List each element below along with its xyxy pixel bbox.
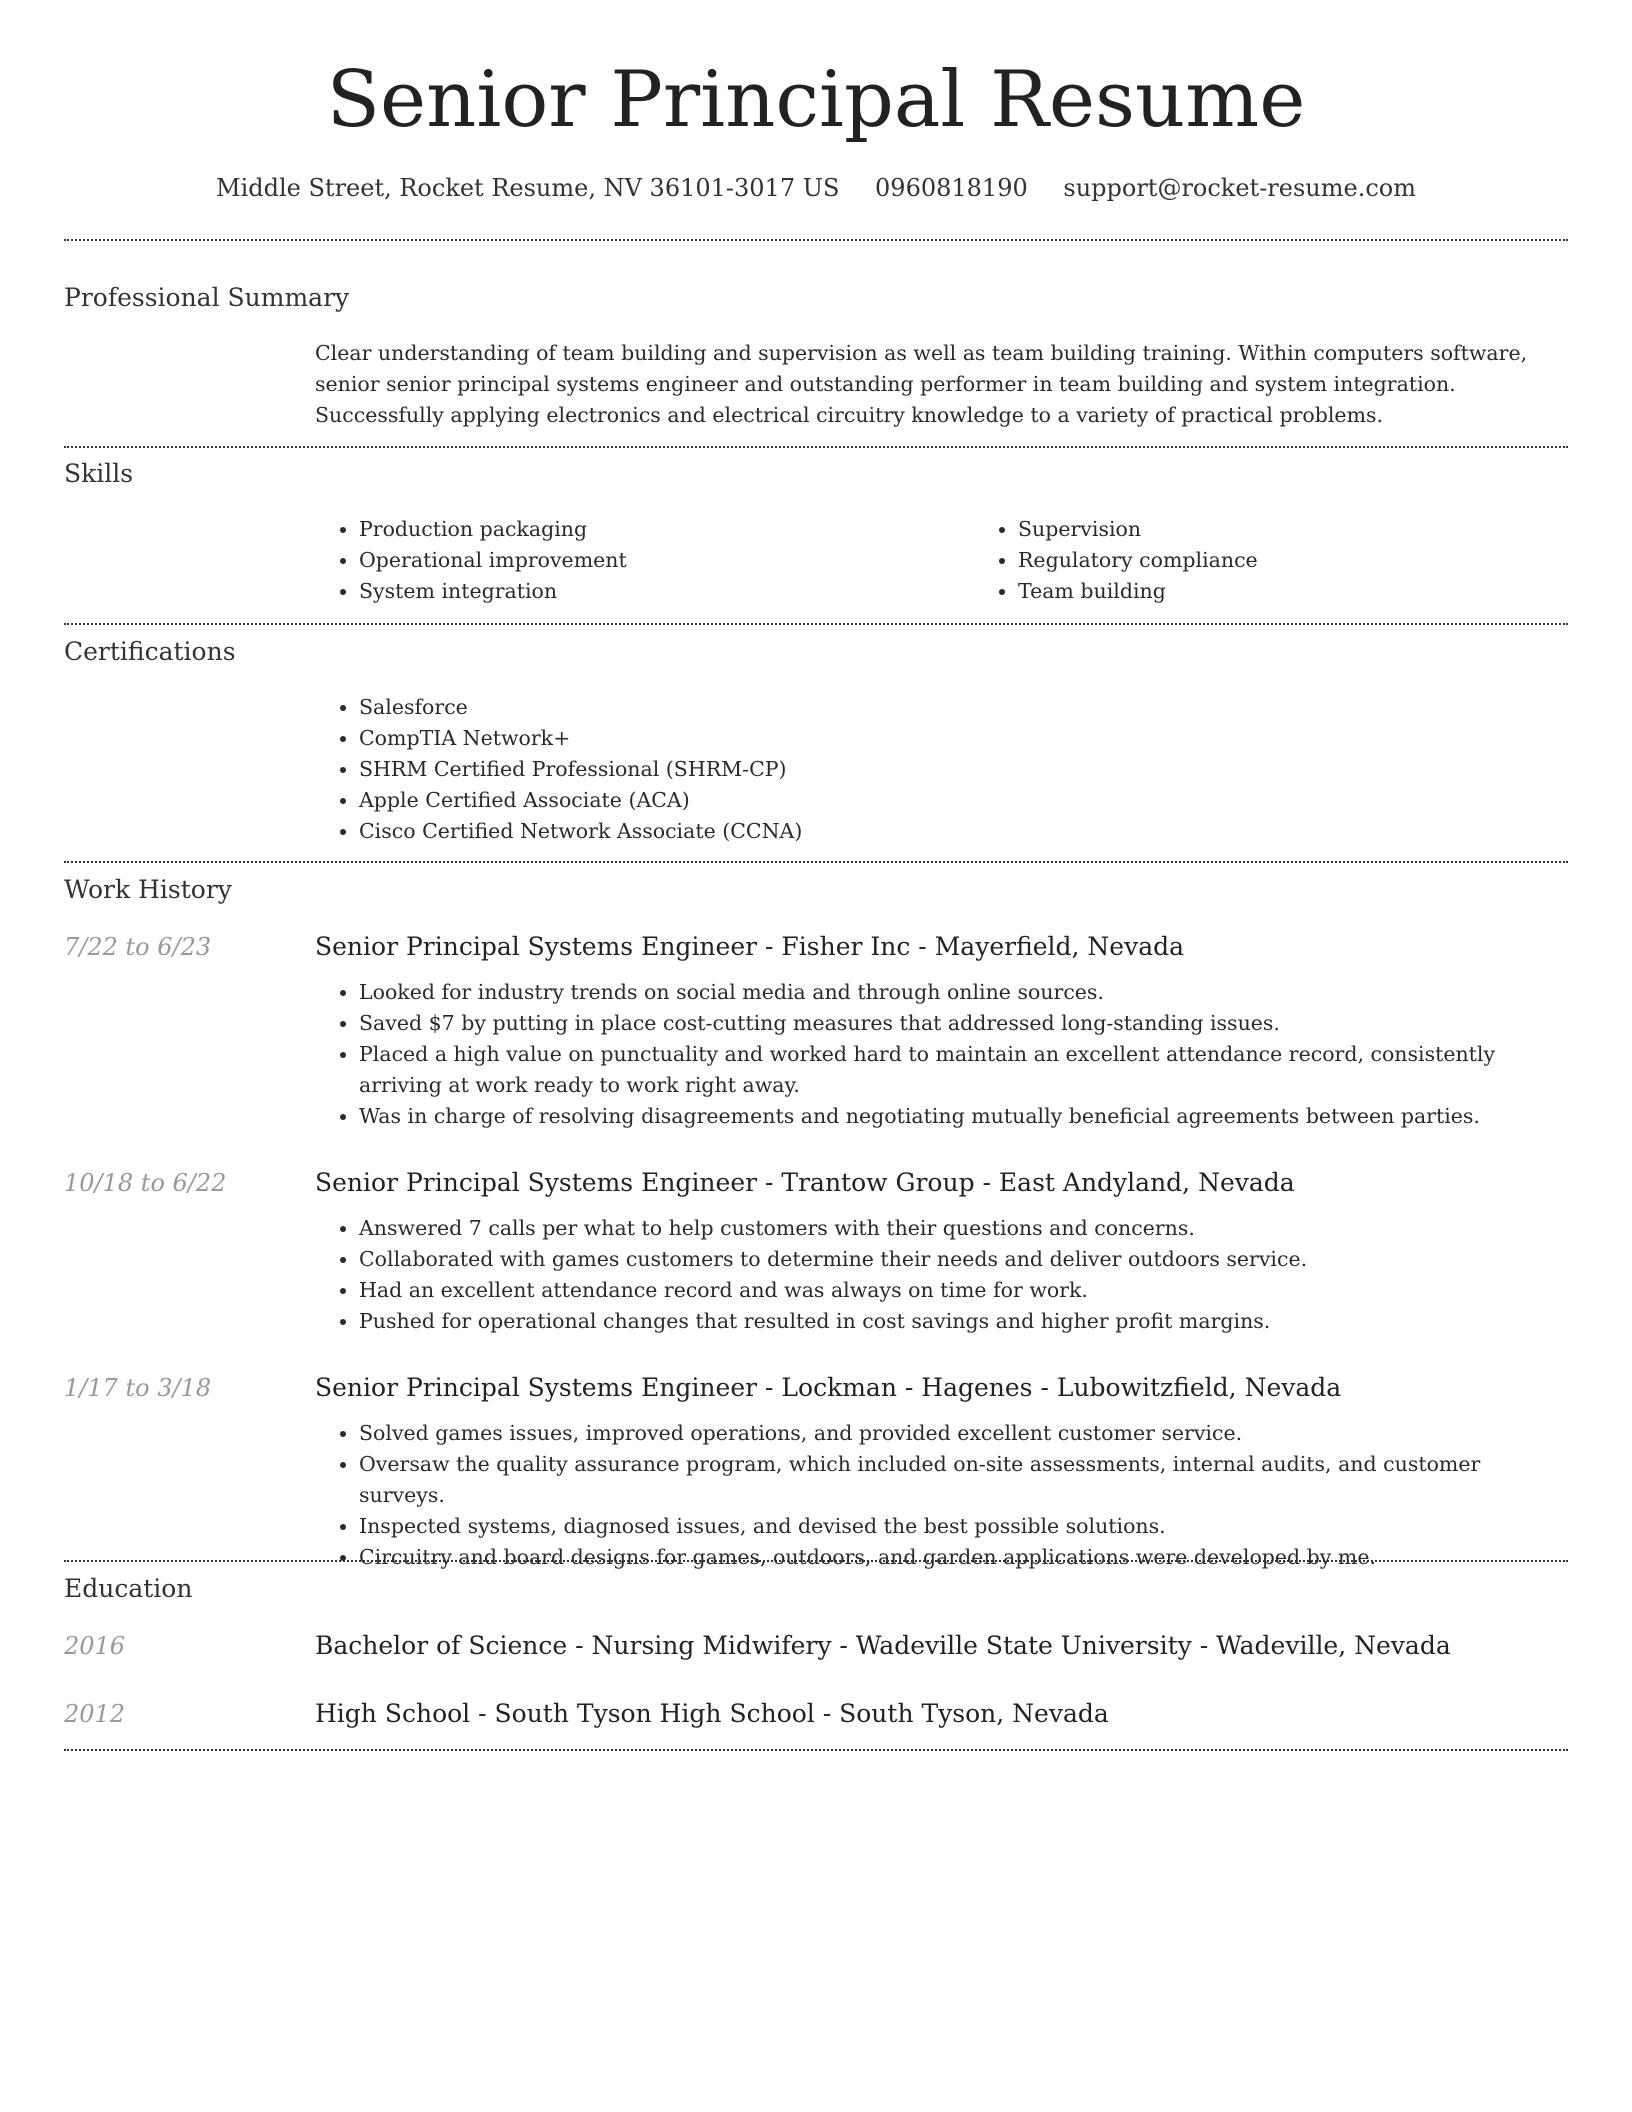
skill-item: • Supervision xyxy=(1018,514,1632,545)
job-title: Senior Principal Systems Engineer - Fisher Inc - Mayerfield, Nevada xyxy=(315,932,1185,961)
education-title: Bachelor of Science - Nursing Midwifery - Wadeville State University - Wadeville, Nevada xyxy=(315,1631,1451,1660)
divider xyxy=(64,861,1568,863)
job-bullet: • Looked for industry trends on social media and through online sources. xyxy=(359,977,1568,1008)
contact-line xyxy=(64,170,1568,206)
contact-email: support@rocket-resume.com xyxy=(1063,174,1416,202)
job-bullet: • Solved games issues, improved operations, and provided excellent customer service. xyxy=(359,1418,1568,1449)
resume-title: Senior Principal Resume xyxy=(326,55,1306,145)
summary-text: Clear understanding of team building and supervision as well as team building training. Within computers software, senior senior principal systems engineer and outstanding performer in team building and system integration. Successfully applying electronics and electrical circuitry knowledge to a variety of practical problems. xyxy=(315,341,1528,427)
skill-item: • Production packaging xyxy=(359,514,974,545)
skills-grid xyxy=(315,514,1568,607)
job-entry xyxy=(315,1371,1568,1573)
job-bullet: • Saved $7 by putting in place cost-cutting measures that addressed long-standing issues. xyxy=(359,1008,1568,1039)
skill-item: • Operational improvement xyxy=(359,545,974,576)
section-heading-summary: Professional Summary xyxy=(64,283,350,312)
skill-item: • Regulatory compliance xyxy=(1018,545,1632,576)
contact-phone: 0960818190 xyxy=(875,174,1028,202)
certification-item: • Salesforce xyxy=(359,692,1568,723)
job-bullet: • Circuitry and board designs for games, outdoors, and garden applications were developed by me. xyxy=(359,1542,1568,1573)
education-entry xyxy=(315,1629,1568,1663)
certification-item: • SHRM Certified Professional (SHRM-CP) xyxy=(359,754,1568,785)
job-dates: 1/17 to 3/18 xyxy=(64,1374,212,1402)
certification-item: • CompTIA Network+ xyxy=(359,723,1568,754)
job-bullet: • Had an excellent attendance record and was always on time for work. xyxy=(359,1275,1568,1306)
skills-list-right xyxy=(974,514,1632,607)
job-bullets xyxy=(315,1213,1568,1337)
certifications-list xyxy=(315,692,1568,847)
education-entry xyxy=(315,1697,1568,1731)
certification-item: • Apple Certified Associate (ACA) xyxy=(359,785,1568,816)
job-bullet: • Answered 7 calls per what to help customers with their questions and concerns. xyxy=(359,1213,1568,1244)
job-bullet: • Collaborated with games customers to determine their needs and deliver outdoors service. xyxy=(359,1244,1568,1275)
job-entry xyxy=(315,930,1568,1132)
divider xyxy=(64,623,1568,625)
job-bullet: • Placed a high value on punctuality and worked hard to maintain an excellent attendance record, consistently arriving at work ready to work right away. xyxy=(359,1039,1568,1101)
education-year: 2016 xyxy=(64,1632,126,1660)
job-bullet: • Was in charge of resolving disagreements and negotiating mutually beneficial agreements between parties. xyxy=(359,1101,1568,1132)
job-entry xyxy=(315,1166,1568,1337)
job-dates: 10/18 to 6/22 xyxy=(64,1169,227,1197)
summary-body xyxy=(315,338,1568,431)
skills-body xyxy=(315,514,1568,607)
contact-address: Middle Street, Rocket Resume, NV 36101-3017 US xyxy=(216,174,840,202)
section-heading-certifications: Certifications xyxy=(64,637,236,666)
job-bullet: • Oversaw the quality assurance program, which included on-site assessments, internal audits, and customer surveys. xyxy=(359,1449,1568,1511)
certification-item: • Cisco Certified Network Associate (CCNA) xyxy=(359,816,1568,847)
job-dates: 7/22 to 6/23 xyxy=(64,933,212,961)
section-heading-work-history: Work History xyxy=(64,875,232,904)
certifications-body xyxy=(315,692,1568,847)
education-title: High School - South Tyson High School - South Tyson, Nevada xyxy=(315,1699,1109,1728)
job-title: Senior Principal Systems Engineer - Trantow Group - East Andyland, Nevada xyxy=(315,1168,1295,1197)
divider xyxy=(64,1749,1568,1751)
job-title: Senior Principal Systems Engineer - Lockman - Hagenes - Lubowitzfield, Nevada xyxy=(315,1373,1342,1402)
divider xyxy=(64,1560,1568,1562)
job-bullets xyxy=(315,977,1568,1132)
skill-item: • Team building xyxy=(1018,576,1632,607)
divider xyxy=(64,446,1568,448)
section-heading-skills: Skills xyxy=(64,459,134,488)
education-year: 2012 xyxy=(64,1700,126,1728)
job-bullet: • Inspected systems, diagnosed issues, and devised the best possible solutions. xyxy=(359,1511,1568,1542)
job-bullets xyxy=(315,1418,1568,1573)
skill-item: • System integration xyxy=(359,576,974,607)
divider xyxy=(64,239,1568,241)
job-bullet: • Pushed for operational changes that resulted in cost savings and higher profit margins. xyxy=(359,1306,1568,1337)
section-heading-education: Education xyxy=(64,1574,193,1603)
skills-list-left xyxy=(315,514,974,607)
